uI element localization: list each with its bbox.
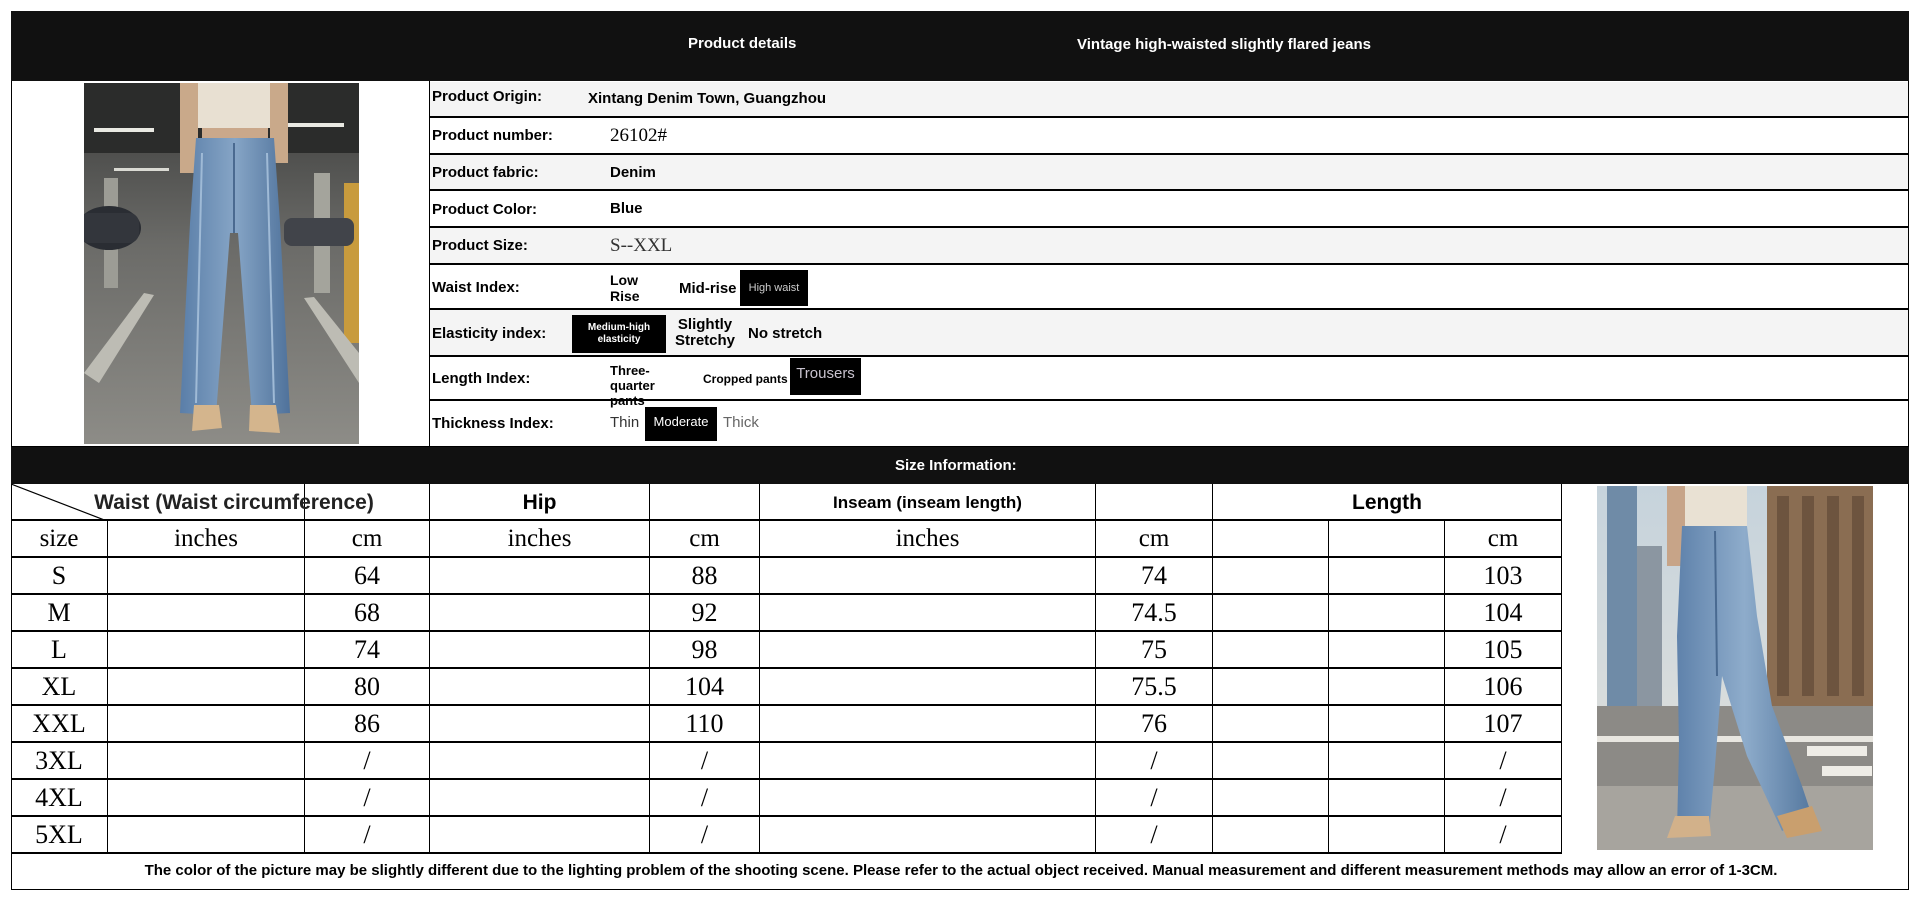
size-cell-waist-cm: 74 <box>354 634 380 664</box>
number-label: Product number: <box>432 127 553 144</box>
size-label: Product Size: <box>432 237 528 254</box>
size-cell-length-cm: / <box>1499 782 1507 812</box>
size-cell-hip-cm: 110 <box>685 708 724 738</box>
size-cell-inseam-cm: 74 <box>1141 560 1167 590</box>
fabric-label: Product fabric: <box>432 164 539 181</box>
waist-opt-mid-rise: Mid-rise <box>679 280 737 297</box>
header-hip: Hip <box>522 490 557 514</box>
size-cell-hip-cm: 98 <box>691 634 718 664</box>
size-cell-size: 4XL <box>35 782 83 812</box>
header-waist: Waist (Waist circumference) <box>94 490 374 514</box>
header-bar <box>11 11 1909 81</box>
header-length: Length <box>1352 490 1422 514</box>
product-photo-front <box>84 83 359 444</box>
size-cell-waist-cm: 86 <box>354 708 380 738</box>
thickness-opt-thick: Thick <box>723 414 759 431</box>
footer-note: The color of the picture may be slightly different due to the lighting problem of the shooting scene. Please refer to the actual object received. Manual measurement and different measurement methods may allow an error of 1-3CM. <box>144 861 1778 879</box>
size-cell-size: 3XL <box>35 745 83 775</box>
footer-note-row <box>11 852 1909 890</box>
thickness-opt-moderate: Moderate <box>645 407 717 441</box>
size-cell-size: L <box>51 634 67 664</box>
size-cell-length-cm: / <box>1499 745 1507 775</box>
size-cell-length-cm: 103 <box>1483 560 1523 590</box>
subheader-size: size <box>39 524 79 552</box>
size-cell-inseam-cm: / <box>1150 745 1158 775</box>
fabric-value: Denim <box>610 164 656 181</box>
size-cell-inseam-cm: 76 <box>1141 708 1167 738</box>
subheader-inseam-cm: cm <box>1138 524 1170 552</box>
size-cell-inseam-cm: 75.5 <box>1131 671 1177 701</box>
size-cell-waist-cm: 68 <box>354 597 380 627</box>
size-cell-length-cm: 106 <box>1483 671 1523 701</box>
size-cell-size: XXL <box>32 708 86 738</box>
size-cell-waist-cm: / <box>363 782 371 812</box>
size-cell-length-cm: 107 <box>1483 708 1523 738</box>
length-opt-trousers: Trousers <box>790 358 861 395</box>
elasticity-opt-medium-high: Medium-high elasticity <box>572 315 666 353</box>
size-cell-size: M <box>47 597 71 627</box>
size-cell-waist-cm: / <box>363 819 371 849</box>
size-cell-waist-cm: / <box>363 745 371 775</box>
size-cell-length-cm: 105 <box>1483 634 1523 664</box>
size-cell-size: S <box>51 560 67 590</box>
size-cell-length-cm: 104 <box>1483 597 1523 627</box>
size-cell-inseam-cm: / <box>1150 819 1158 849</box>
page-title: Product details <box>688 35 797 52</box>
header-inseam: Inseam (inseam length) <box>833 492 1022 512</box>
size-info-bar <box>11 447 1909 484</box>
size-cell-inseam-cm: 75 <box>1141 634 1167 664</box>
product-name: Vintage high-waisted slightly flared jeans <box>1077 36 1371 53</box>
subheader-length-cm: cm <box>1487 524 1519 552</box>
waist-opt-low-rise: Low Rise <box>610 272 640 304</box>
size-cell-size: XL <box>41 671 77 701</box>
subheader-waist-inches: inches <box>174 524 238 552</box>
number-value: 26102# <box>610 125 667 146</box>
size-info-title: Size Information: <box>895 457 1017 474</box>
size-cell-waist-cm: 80 <box>354 671 380 701</box>
size-cell-hip-cm: 88 <box>691 560 718 590</box>
size-cell-hip-cm: / <box>700 745 709 775</box>
size-cell-inseam-cm: 74.5 <box>1131 597 1177 627</box>
waist-index-label: Waist Index: <box>432 279 520 296</box>
subheader-inseam-inches: inches <box>895 524 960 552</box>
size-cell-inseam-cm: / <box>1150 782 1158 812</box>
elasticity-opt-slightly-stretchy: Slightly Stretchy <box>675 316 736 349</box>
thickness-index-label: Thickness Index: <box>432 415 554 432</box>
size-cell-waist-cm: 64 <box>354 560 380 590</box>
origin-label: Product Origin: <box>432 88 542 105</box>
length-opt-three-quarter: Three-quarter pants <box>610 363 655 408</box>
subheader-hip-inches: inches <box>507 524 572 552</box>
size-cell-hip-cm: 92 <box>691 597 718 627</box>
size-cell-hip-cm: 104 <box>685 671 724 701</box>
length-index-label: Length Index: <box>432 370 531 387</box>
subheader-waist-cm: cm <box>351 524 383 552</box>
elasticity-label: Elasticity index: <box>432 325 547 342</box>
origin-value: Xintang Denim Town, Guangzhou <box>588 90 827 107</box>
size-cell-hip-cm: / <box>700 782 709 812</box>
thickness-opt-thin: Thin <box>610 414 640 431</box>
subheader-hip-cm: cm <box>689 524 720 552</box>
size-cell-hip-cm: / <box>700 819 709 849</box>
length-opt-cropped: Cropped pants <box>703 372 788 386</box>
elasticity-opt-no-stretch: No stretch <box>748 325 823 342</box>
color-value: Blue <box>610 200 643 217</box>
size-value: S--XXL <box>610 235 673 256</box>
color-label: Product Color: <box>432 201 537 218</box>
size-cell-size: 5XL <box>35 819 83 849</box>
waist-opt-high-waist: High waist <box>740 270 808 306</box>
size-cell-length-cm: / <box>1499 819 1507 849</box>
